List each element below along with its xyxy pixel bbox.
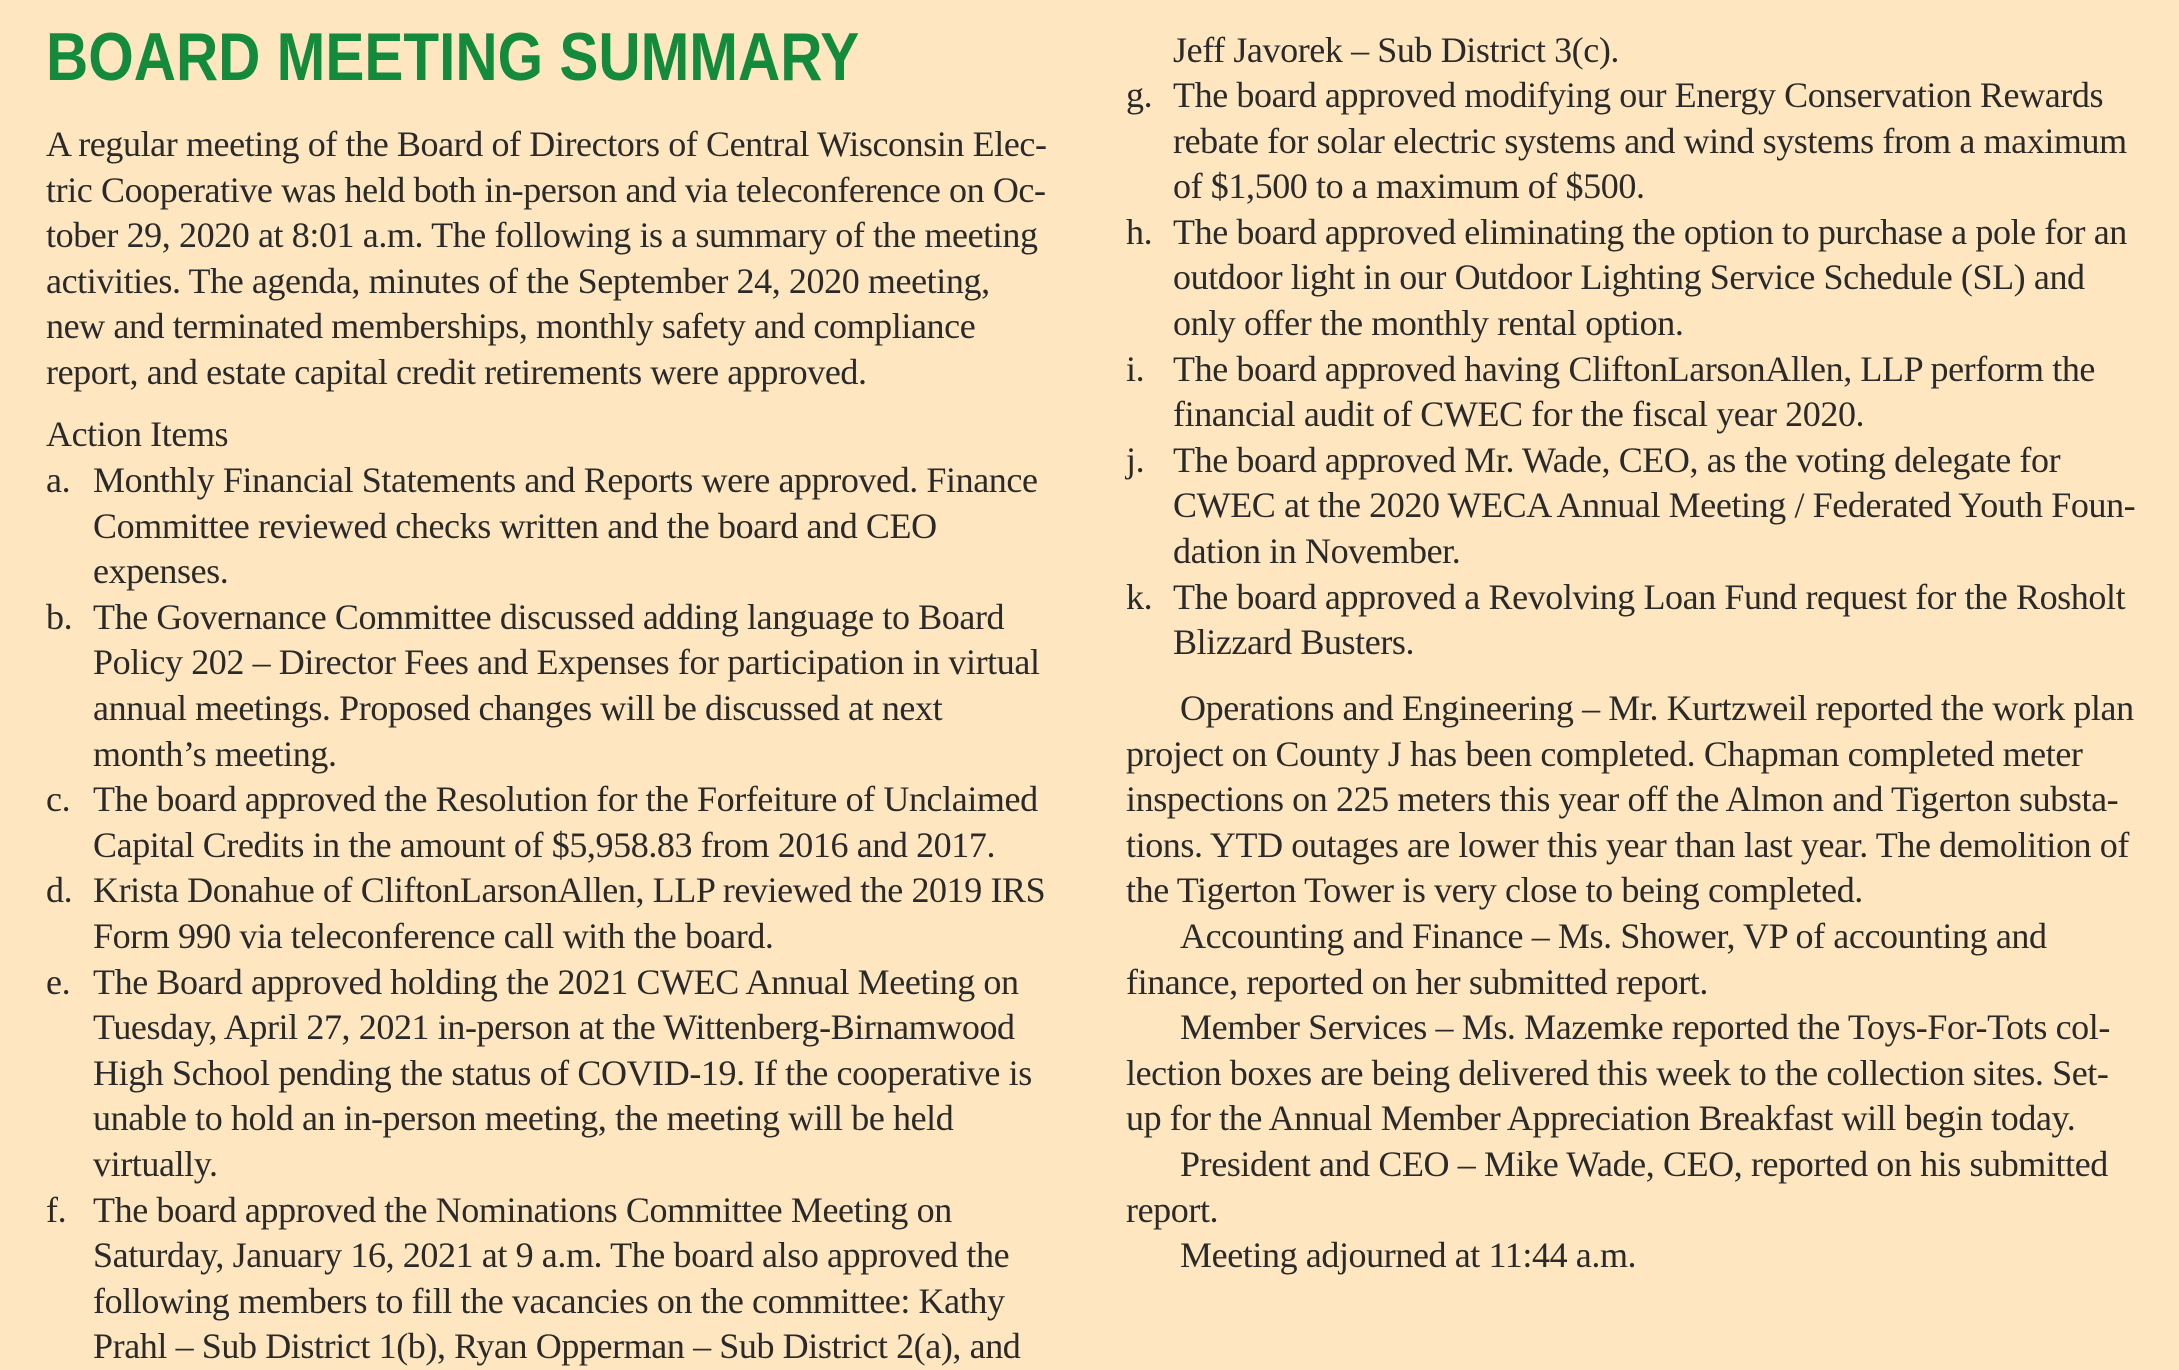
item-marker: k. <box>1126 576 1153 617</box>
reports-section <box>1126 686 2136 1279</box>
report-president-ceo: President and CEO – Mike Wade, CEO, reported on his submitted report. <box>1126 1143 2108 1230</box>
item-marker: g. <box>1126 75 1153 115</box>
action-item-f-continued: Jeff Javorek – Sub District 3(c). <box>1173 30 1620 70</box>
item-text: Krista Donahue of CliftonLarsonAllen, LLP reviewed the 2019 IRS Form 990 via teleconference call with the board. <box>93 870 1046 956</box>
item-marker: j. <box>1126 439 1145 480</box>
item-text: The board approved a Revolving Loan Fund request for the Rosholt Blizzard Busters. <box>1173 576 2126 663</box>
item-marker: c. <box>46 779 71 820</box>
item-text: The board approved Mr. Wade, CEO, as the voting delegate for CWEC at the 2020 WECA Annual Meeting / Federated Youth Foun-dation in November. <box>1173 439 2136 571</box>
item-marker: b. <box>46 596 73 637</box>
item-text: The Board approved holding the 2021 CWEC Annual Meeting on Tuesday, April 27, 2021 in-person at the Wittenberg-Birnamwood High School pending the status of COVID-19. If the cooperative is unable to hold an in-person meeting, the meeting will be held virtually. <box>93 961 1032 1184</box>
action-item-i <box>1126 347 2146 438</box>
action-item-k <box>1126 575 2146 666</box>
report-member-services: Member Services – Ms. Mazemke reported the Toys-For-Tots col-lection boxes are being delivered this week to the collection sites. Set-up for the Annual Member Appreciation Breakfast will begin today. <box>1126 1007 2110 1139</box>
item-text: The board approved the Nominations Committee Meeting on Saturday, January 16, 2021 at 9 a.m. The board also approved the following members to fill the vacancies on the committee: Kathy Prahl – Sub District 1(b), Ryan Opperman – Sub District 2(a), and <box>93 1189 1021 1367</box>
action-item-d <box>46 868 1058 959</box>
action-item-g <box>1126 73 2146 210</box>
item-marker: h. <box>1126 211 1153 252</box>
action-item-h <box>1126 210 2146 347</box>
item-text: The board approved having CliftonLarsonAllen, LLP perform the financial audit of CWEC for the fiscal year 2020. <box>1173 348 2096 435</box>
item-marker: e. <box>46 961 71 1002</box>
item-marker: f. <box>46 1189 67 1230</box>
meeting-adjourned: Meeting adjourned at 11:44 a.m. <box>1180 1235 1637 1276</box>
intro-paragraph: A regular meeting of the Board of Directors of Central Wisconsin Elec-tric Cooperative was held both in-person and via teleconference on Oc-tober 29, 2020 at 8:01 a.m. The following is a summary of the meeting activities. The agenda, minutes of the September 24, 2020 meeting, new and terminated memberships, monthly safety and compliance report, and estate capital credit retirements were approved. <box>46 124 1047 392</box>
item-text: The board approved modifying our Energy Conservation Rewards rebate for solar electric systems and wind systems from a maximum of $1,500 to a maximum of $500. <box>1173 75 2127 207</box>
item-marker: d. <box>46 870 73 911</box>
action-item-e <box>46 960 1058 1188</box>
item-text: Monthly Financial Statements and Reports were approved. Finance Committee reviewed checks written and the board and CEO expenses. <box>93 460 1038 592</box>
action-item-b <box>46 595 1058 777</box>
item-marker: i. <box>1126 348 1145 389</box>
item-text: The Governance Committee discussed adding language to Board Policy 202 – Director Fees and Expenses for participation in virtual annual meetings. Proposed changes will be discussed at next month’s meeting. <box>93 596 1040 774</box>
action-item-a <box>46 458 1058 595</box>
action-item-c <box>46 777 1058 868</box>
action-items-list <box>46 458 1058 1370</box>
item-marker: a. <box>46 460 71 500</box>
item-text: The board approved eliminating the option to purchase a pole for an outdoor light in our Outdoor Lighting Service Schedule (SL) and only offer the monthly rental option. <box>1173 211 2127 343</box>
page-title: BOARD MEETING SUMMARY <box>46 19 860 95</box>
item-text: The board approved the Resolution for the Forfeiture of Unclaimed Capital Credits in the amount of $5,958.83 from 2016 and 2017. <box>93 779 1038 865</box>
report-accounting-finance: Accounting and Finance – Ms. Shower, VP of accounting and finance, reported on her submitted report. <box>1126 915 2047 1002</box>
action-item-f <box>46 1188 1058 1370</box>
action-items-list-continued <box>1126 73 2146 666</box>
action-item-j <box>1126 438 2146 575</box>
action-items-heading: Action Items <box>46 414 229 454</box>
report-operations-engineering: Operations and Engineering – Mr. Kurtzweil reported the work plan project on County J has been completed. Chapman completed meter inspections on 225 meters this year off the Almon and Tigerton substa-tions. YTD outages are lower this year than last year. The demolition of the Tigerton Tower is very close to being completed. <box>1126 688 2134 911</box>
